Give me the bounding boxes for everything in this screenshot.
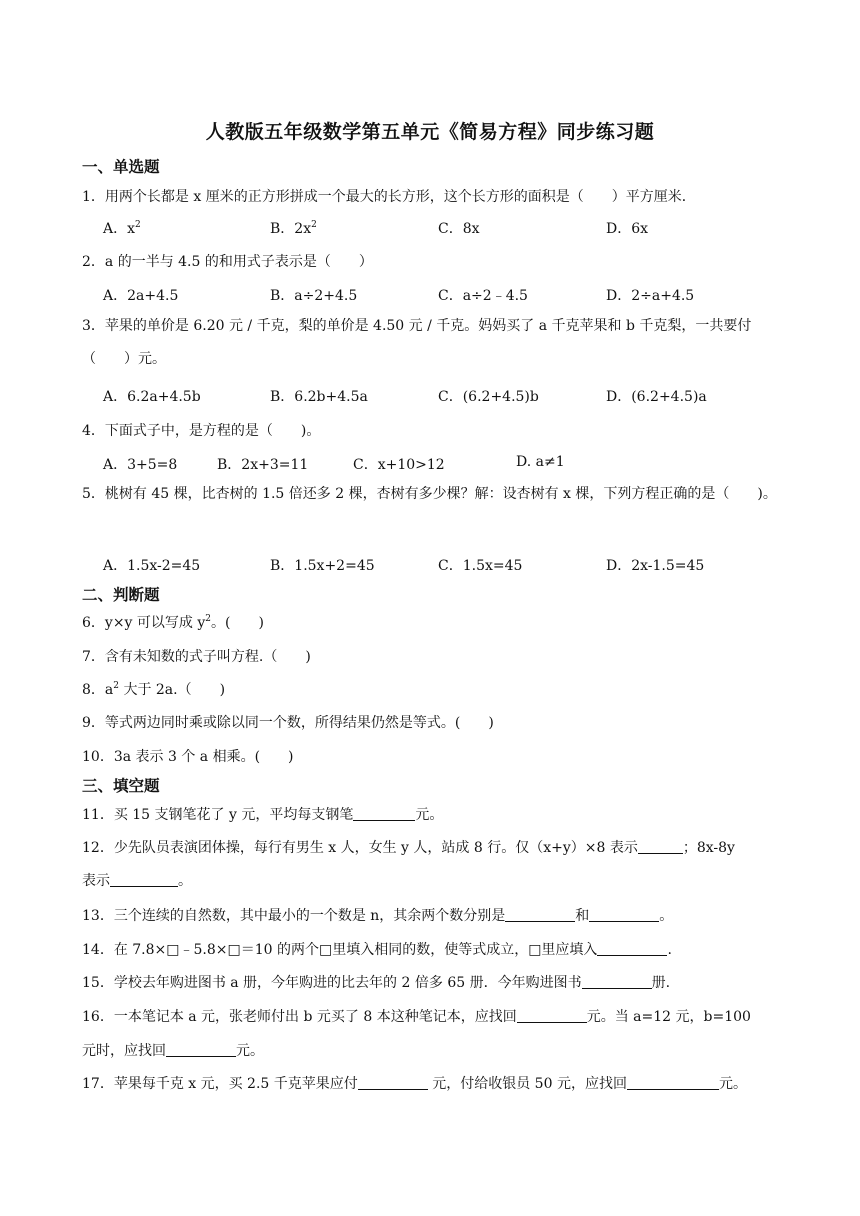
answer-blank[interactable] [166,1043,236,1057]
option-a[interactable]: A．2a+4.5 [103,288,179,304]
question-1: 1．用两个长都是 x 厘米的正方形拼成一个最大的长方形，这个长方形的面积是（ ）平方厘米． [82,189,696,205]
question-2-options [103,285,783,305]
question-1-options [103,218,783,238]
question-2: 2．a 的一半与 4.5 的和用式子表示是（ ） [82,254,373,270]
question-12-text: 12．少先队员表演团体操，每行有男生 x 人，女生 y 人，站成 8 行。仅（x+y）×8 表示 [82,840,638,856]
question-14-text: 14．在 7.8×□﹣5.8×□＝10 的两个□里填入相同的数，使等式成立，□里应填入 [82,942,598,958]
question-13 [82,905,673,925]
option-c[interactable]: C．1.5x=45 [438,558,523,574]
answer-blank[interactable] [627,1076,719,1090]
question-17-unit: 元。 [718,1076,747,1092]
question-8-answer-paren[interactable]: 大于 2a.（ ) [119,682,226,698]
question-15 [82,972,670,992]
question-17 [82,1073,747,1093]
question-6-exponent: 2 [205,614,211,624]
answer-blank[interactable] [597,942,667,956]
page-title: 人教版五年级数学第五单元《简易方程》同步练习题 [205,121,655,143]
question-14-end: . [667,942,672,958]
section-heading-single-choice: 一、单选题 [82,158,160,176]
answer-blank[interactable] [110,873,178,887]
question-4-options [103,454,783,474]
option-b[interactable]: B．6.2b+4.5a [270,389,368,405]
option-c[interactable]: C．(6.2+4.5)b [438,389,539,405]
section-heading-true-false: 二、判断题 [82,586,160,604]
question-12-text-mid: ；8x-8y [682,840,735,856]
question-7: 7．含有未知数的式子叫方程.（ ) [82,649,311,665]
question-9: 9．等式两边同时乘或除以同一个数，所得结果仍然是等式。( ) [82,715,494,731]
question-3: 3．苹果的单价是 6.20 元 / 千克，梨的单价是 4.50 元 / 千克。妈妈买了 a 千克苹果和 b 千克梨，一共要付（ ）元。 [82,318,752,367]
question-17-text: 17．苹果每千克 x 元，买 2.5 千克苹果应付 [82,1076,358,1092]
question-16-unit: 元。 [236,1043,264,1059]
question-16-text-mid: 元。当 a=12 元，b=100 [586,1009,751,1025]
question-8-text: 8．a [82,682,114,698]
option-a[interactable]: A．1.5x-2=45 [103,558,201,574]
question-8 [82,679,225,699]
question-13-end: 。 [659,908,674,924]
answer-blank[interactable] [589,908,659,922]
option-c[interactable]: C．x+10>12 [353,457,445,473]
question-10: 10．3a 表示 3 个 a 相乘。( ) [82,749,294,765]
answer-blank[interactable] [353,807,415,821]
option-b[interactable]: B．1.5x+2=45 [270,558,375,574]
option-a[interactable]: A．3+5=8 [103,457,178,473]
section-heading-fill-blank: 三、填空题 [82,777,160,795]
question-13-and: 和 [575,908,590,924]
question-11 [82,804,443,824]
question-16-text: 16．一本笔记本 a 元，张老师付出 b 元买了 8 本这种笔记本，应找回 [82,1009,517,1025]
answer-blank[interactable] [517,1009,587,1023]
question-6-text: 6．y×y 可以写成 y [82,615,206,631]
question-5-options [103,555,783,575]
question-4: 4．下面式子中，是方程的是（ )。 [82,423,321,439]
option-d[interactable]: D．2x-1.5=45 [606,558,705,574]
option-b[interactable]: B．a÷2+4.5 [270,288,358,304]
answer-blank[interactable] [638,840,683,854]
option-b-exponent: 2 [311,220,317,230]
answer-blank[interactable] [582,975,652,989]
question-13-text: 13．三个连续的自然数，其中最小的一个数是 n，其余两个数分别是 [82,908,506,924]
question-5: 5．桃树有 45 棵，比杏树的 1.5 倍还多 2 棵，杏树有多少棵？解：设杏树有 x 棵，下列方程正确的是（ )。 [82,486,777,502]
option-b-label: B．2x [270,221,312,237]
option-d[interactable]: D. a≠1 [516,454,565,470]
question-12-text-2: 表示 [82,873,110,889]
question-14 [82,939,672,959]
question-16-text-2: 元时，应找回 [82,1043,166,1059]
option-a-label: A．x [103,221,136,237]
option-a[interactable] [103,218,141,238]
option-d[interactable]: D．6x [606,221,649,237]
question-12-line-2 [82,870,192,890]
option-d[interactable]: D．2÷a+4.5 [606,288,695,304]
question-12-end: 。 [178,873,192,889]
question-16-line-2 [82,1040,264,1060]
option-d[interactable]: D．(6.2+4.5)a [606,389,707,405]
option-b[interactable] [270,218,317,238]
question-15-text: 15．学校去年购进图书 a 册，今年购进的比去年的 2 倍多 65 册．今年购进图书 [82,975,582,991]
question-6-answer-paren[interactable]: 。( ) [211,615,264,631]
option-a[interactable]: A．6.2a+4.5b [103,389,201,405]
question-11-unit: 元。 [415,807,444,823]
question-3-options [103,386,783,406]
question-17-text-mid: 元，付给收银员 50 元，应找回 [427,1076,627,1092]
question-12 [82,837,735,857]
question-6 [82,612,264,632]
option-c[interactable]: C．a÷2﹣4.5 [438,288,528,304]
question-15-unit: 册. [651,975,671,991]
answer-blank[interactable] [358,1076,428,1090]
option-a-exponent: 2 [135,220,141,230]
question-8-exponent: 2 [113,681,119,691]
option-b[interactable]: B．2x+3=11 [217,457,309,473]
question-11-text: 11．买 15 支钢笔花了 y 元，平均每支钢笔 [82,807,354,823]
option-c[interactable]: C．8x [438,221,480,237]
question-16 [82,1006,751,1026]
answer-blank[interactable] [505,908,575,922]
